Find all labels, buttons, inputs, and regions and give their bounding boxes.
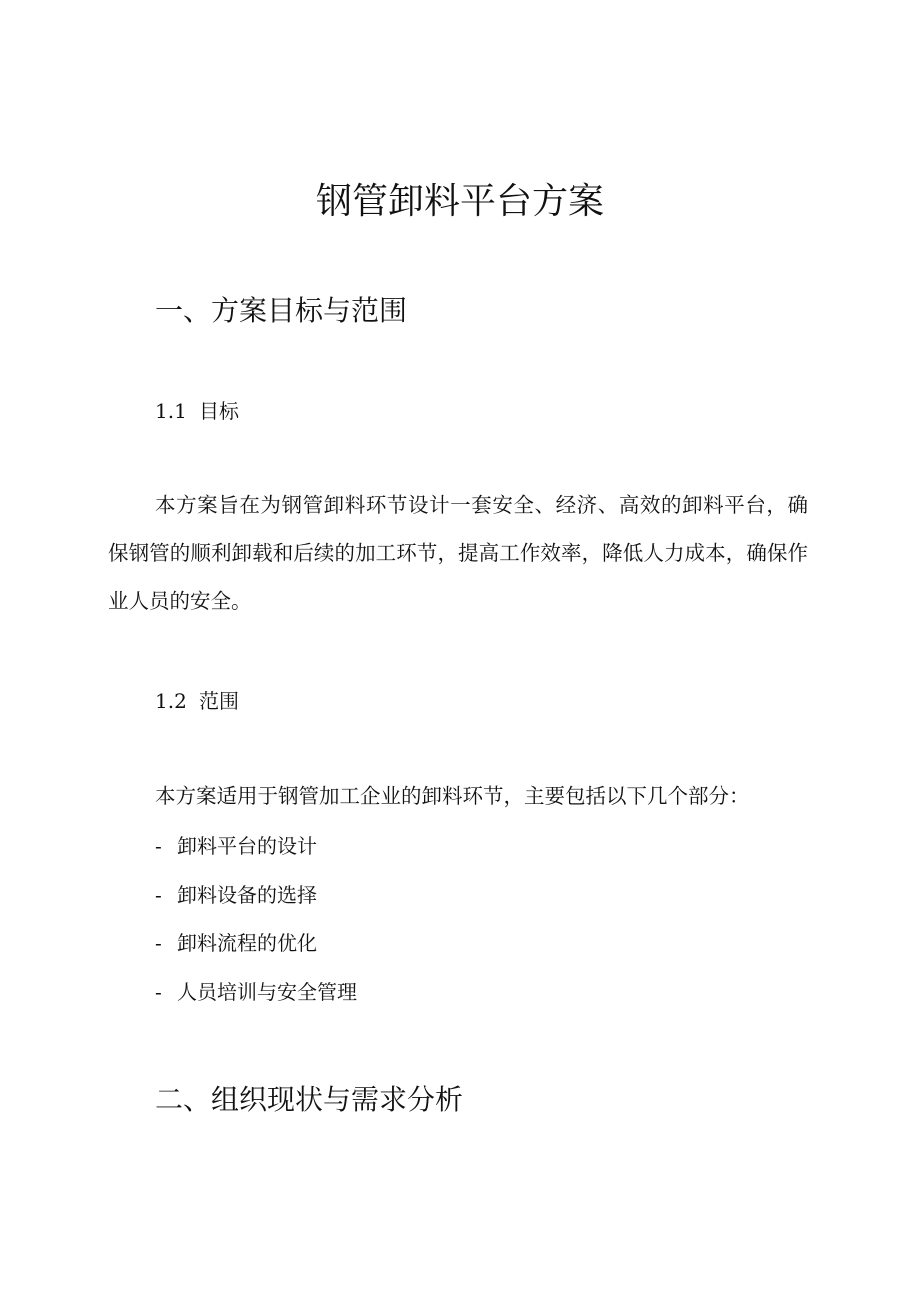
list-item bbox=[155, 822, 357, 871]
list-marker: - bbox=[155, 979, 162, 1004]
subsection-number: 1.2 bbox=[155, 689, 187, 713]
section-heading-1: 一、方案目标与范围 bbox=[155, 294, 408, 327]
list-item bbox=[155, 919, 357, 968]
scope-list bbox=[155, 822, 357, 1016]
subsection-heading-1-1 bbox=[155, 396, 239, 426]
list-item-text: 卸料设备的选择 bbox=[177, 882, 317, 907]
section-heading-2: 二、组织现状与需求分析 bbox=[155, 1083, 464, 1116]
list-marker: - bbox=[155, 834, 162, 858]
list-item-text: 卸料流程的优化 bbox=[177, 931, 317, 955]
scope-paragraph: 本方案适用于钢管加工企业的卸料环节，主要包括以下几个部分： bbox=[155, 784, 750, 808]
list-item-text: 人员培训与安全管理 bbox=[177, 979, 357, 1004]
goal-paragraph: 本方案旨在为钢管卸料环节设计一套安全、经济、高效的卸料平台，确保钢管的顺利卸载和后续的加工环节，提高工作效率，降低人力成本，确保作业人员的安全。 bbox=[108, 493, 808, 613]
list-item-text: 卸料平台的设计 bbox=[177, 834, 317, 858]
list-marker: - bbox=[155, 931, 162, 955]
document-title: 钢管卸料平台方案 bbox=[315, 181, 604, 222]
list-item bbox=[155, 968, 357, 1017]
list-marker: - bbox=[155, 882, 162, 907]
list-item bbox=[155, 871, 357, 920]
subsection-title: 目标 bbox=[199, 399, 239, 423]
subsection-heading-1-2 bbox=[155, 686, 239, 716]
subsection-number: 1.1 bbox=[155, 399, 187, 423]
subsection-title: 范围 bbox=[199, 689, 239, 713]
